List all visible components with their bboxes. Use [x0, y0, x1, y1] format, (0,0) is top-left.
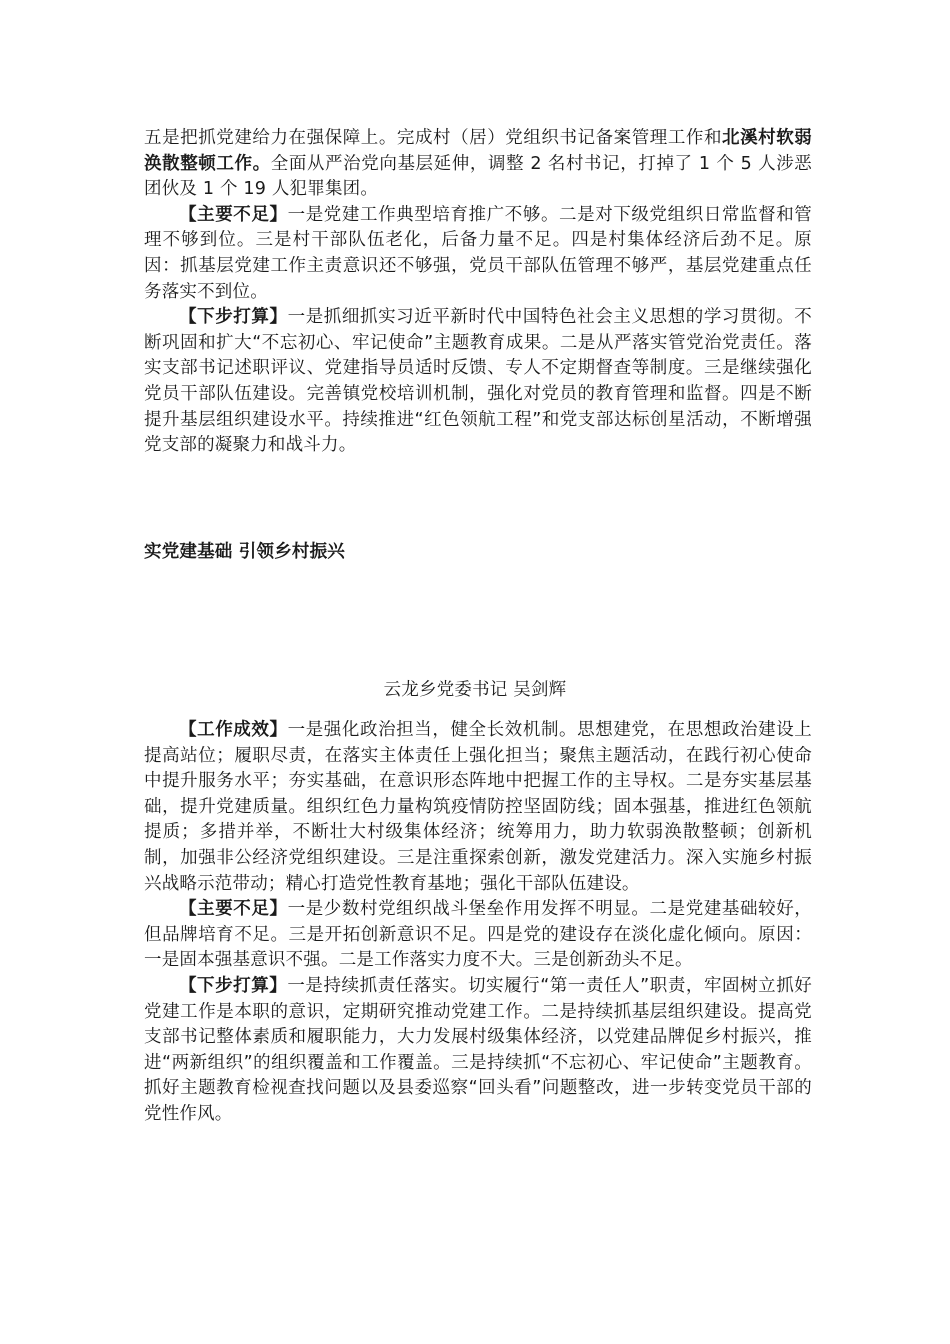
paragraph-text: 一是党建工作典型培育推广不够。二是对下级党组织日常监督和管理不够到位。三是村干部队伍老化，后备力量不足。四是村集体经济后劲不足。原因：抓基层党建工作主责意识还不够强，党员干部队伍管理不够严，基层党建重点任务落实不到位。 — [144, 204, 812, 302]
section-label: 【下步打算】 — [179, 307, 288, 328]
section-label: 【主要不足】 — [179, 204, 288, 225]
section-label: 【工作成效】 — [179, 720, 288, 740]
article-title: 实党建基础 引领乡村振兴 — [144, 542, 345, 562]
paragraph-shortcomings — [144, 203, 812, 305]
section-yunlong — [144, 718, 812, 1128]
paragraph-text: 一是抓细抓实习近平新时代中国特色社会主义思想的学习贯彻。不断巩固和扩大“不忘初心、牢记使命”主题教育成果。二是从严落实管党治党责任。落实支部书记述职评议、党建指导员适时反馈、专人不定期督查等制度。三是继续强化党员干部队伍建设。完善镇党校培训机制，强化对党员的教育管理和监督。四是不断提升基层组织建设水平。持续推进“红色领航工程”和党支部达标创星活动，不断增强党支部的凝聚力和战斗力。 — [144, 307, 812, 456]
paragraph-strengthen-guarantee — [144, 126, 812, 203]
paragraph-text: 一是强化政治担当，健全长效机制。思想建党，在思想政治建设上提高站位；履职尽责，在落实主体责任上强化担当；聚焦主题活动，在践行初心使命中提升服务水平；夯实基础，在意识形态阵地中把握工作的主导权。二是夯实基层基础，提升党建质量。组织红色力量构筑疫情防控坚固防线；固本强基，推进红色领航提质；多措并举，不断壮大村级集体经济；统筹用力，助力软弱涣散整顿；创新机制，加强非公经济党组织建设。三是注重探索创新，激发党建活力。深入实施乡村振兴战略示范带动；精心打造党性教育基地；强化干部队伍建设。 — [144, 720, 812, 894]
section-previous — [144, 126, 812, 459]
paragraph-achievements — [144, 718, 812, 897]
paragraph-next-steps — [144, 974, 812, 1128]
paragraph-shortcomings — [144, 897, 812, 974]
bold-phrase: 北溪村软弱涣散整顿工作。 — [144, 128, 813, 174]
paragraph-text: 全面从严治党向基层延伸，调整 2 名村书记，打掉了 1 个 5 人涉恶团伙及 1 个 19 人犯罪集团。 — [144, 153, 813, 200]
section-label: 【主要不足】 — [179, 899, 288, 920]
paragraph-text: 一是持续抓责任落实。切实履行“第一责任人”职责，牢固树立抓好党建工作是本职的意识，定期研究推动党建工作。二是持续抓基层组织建设。提高党支部书记整体素质和履职能力，大力发展村级集体经济，以党建品牌促乡村振兴，推进“两新组织”的组织覆盖和工作覆盖。三是持续抓“不忘初心、牢记使命”主题教育。抓好主题教育检视查找问题以及县委巡察“回头看”问题整改，进一步转变党员干部的党性作风。 — [144, 975, 812, 1124]
paragraph-text: 一是少数村党组织战斗堡垒作用发挥不明显。二是党建基础较好，但品牌培育不足。三是开拓创新意识不足。四是党的建设存在淡化虚化倾向。原因：一是固本强基意识不强。二是工作落实力度不大。三是创新劲头不足。 — [144, 899, 812, 971]
section-label: 【下步打算】 — [179, 975, 288, 996]
author-line: 云龙乡党委书记 吴剑辉 — [383, 680, 567, 700]
paragraph-next-steps — [144, 305, 812, 459]
paragraph-text: 五是把抓党建给力在强保障上。完成村（居）党组织书记备案管理工作和 — [144, 128, 723, 148]
